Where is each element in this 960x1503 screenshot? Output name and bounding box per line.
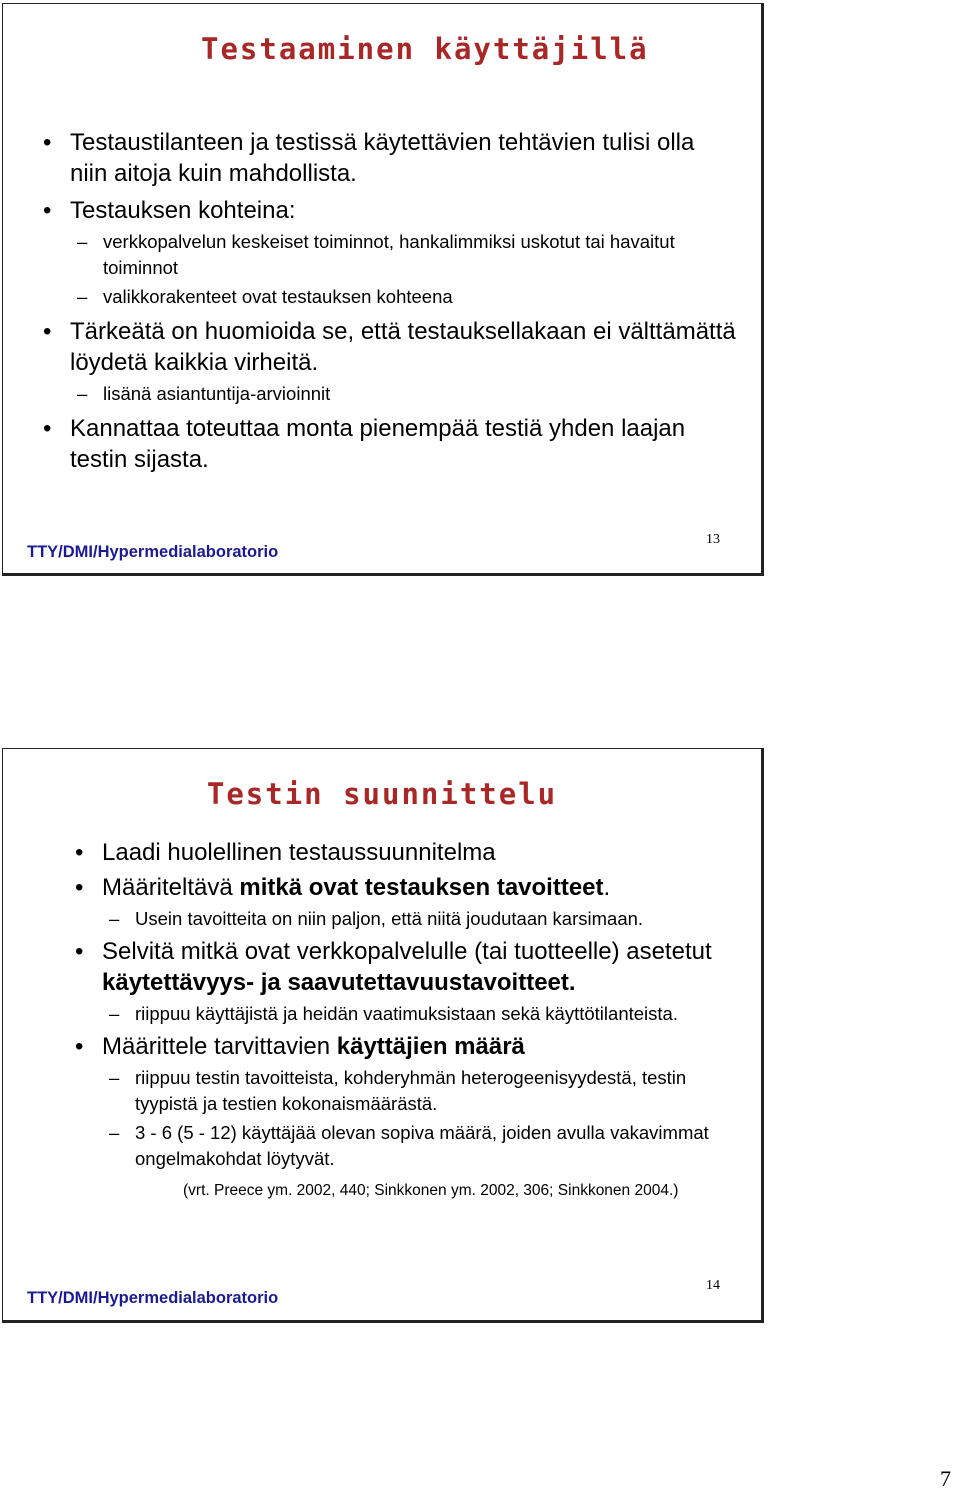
- sub-bullet-item: [3, 284, 761, 310]
- bullet-text: lisänä asiantuntija-arvioinnit: [103, 383, 331, 404]
- bullet-text: valikkorakenteet ovat testauksen kohteena: [103, 286, 453, 307]
- bullet-text-end: .: [603, 874, 611, 901]
- bullet-dot-icon: •: [43, 197, 52, 224]
- bullet-item: [3, 316, 761, 378]
- bullet-text: Testaustilanteen ja testissä käytettävien tehtävien tulisi olla niin aitoja kuin mahdollista.: [70, 129, 695, 187]
- dash-icon: –: [109, 1003, 120, 1024]
- bullet-text: Laadi huolellinen testaussuunnitelma: [102, 839, 496, 866]
- sub-bullet-item: [3, 1065, 761, 1117]
- bullet-text: Määrittele tarvittavien: [102, 1033, 337, 1060]
- bullet-dot-icon: •: [75, 874, 84, 901]
- bullet-text: riippuu testin tavoitteista, kohderyhmän heterogeenisyydestä, testin tyypistä ja testien kokonaismäärästä.: [135, 1067, 687, 1114]
- slide-14: [2, 748, 764, 1323]
- bullet-list: [3, 121, 761, 475]
- sub-bullet-item: [3, 1001, 761, 1027]
- bullet-text: 3 - 6 (5 - 12) käyttäjää olevan sopiva määrä, joiden avulla vakavimmat ongelmakohdat löytyvät.: [135, 1122, 709, 1169]
- bullet-text: Selvitä mitkä ovat verkkopalvelulle (tai tuotteelle) asetetut: [102, 938, 712, 965]
- slide-13: [2, 3, 764, 576]
- slide-number: 14: [706, 1278, 720, 1293]
- bullet-item: [3, 837, 761, 868]
- dash-icon: –: [109, 1122, 120, 1143]
- bullet-item: [3, 127, 761, 189]
- bullet-dot-icon: •: [75, 938, 84, 965]
- bullet-text: Tärkeätä on huomioida se, että testauksellakaan ei välttämättä löydetä kaikkia virheitä.: [70, 318, 736, 376]
- sub-bullet-item: [3, 1120, 761, 1172]
- bullet-dot-icon: •: [43, 318, 52, 345]
- slide-footer: TTY/DMI/Hypermedialaboratorio: [27, 1289, 279, 1307]
- slide-title: Testin suunnittelu: [206, 777, 558, 811]
- slide-title: Testaaminen käyttäjillä: [201, 32, 649, 66]
- bullet-dot-icon: •: [75, 839, 84, 866]
- sub-bullet-item: [3, 229, 761, 281]
- page-number: 7: [940, 1466, 951, 1491]
- slide-footer: TTY/DMI/Hypermedialaboratorio: [27, 543, 279, 561]
- bullet-item: [3, 413, 761, 475]
- bullet-text: Kannattaa toteuttaa monta pienempää testiä yhden laajan testin sijasta.: [70, 415, 686, 473]
- bullet-item: [3, 872, 761, 903]
- slide-number: 13: [706, 532, 720, 547]
- bullet-text: Usein tavoitteita on niin paljon, että niitä joudutaan karsimaan.: [135, 908, 644, 929]
- dash-icon: –: [77, 231, 88, 252]
- dash-icon: –: [77, 286, 88, 307]
- sub-bullet-item: [3, 906, 761, 932]
- bullet-emphasis: käytettävyys- ja saavutettavuustavoitteet.: [102, 969, 576, 996]
- bullet-emphasis: käyttäjien määrä: [336, 1033, 525, 1060]
- bullet-dot-icon: •: [75, 1033, 84, 1060]
- bullet-text: Määriteltävä: [102, 874, 240, 901]
- sub-bullet-item: [3, 381, 761, 407]
- bullet-text: Testauksen kohteina:: [70, 197, 296, 224]
- bullet-text: riippuu käyttäjistä ja heidän vaatimuksistaan sekä käyttötilanteista.: [135, 1003, 678, 1024]
- bullet-text: verkkopalvelun keskeiset toiminnot, hankalimmiksi uskotut tai havaitut toiminnot: [103, 231, 675, 278]
- dash-icon: –: [109, 908, 120, 929]
- bullet-dot-icon: •: [43, 129, 52, 156]
- dash-icon: –: [109, 1067, 120, 1088]
- bullet-emphasis: mitkä ovat testauksen tavoitteet: [239, 874, 604, 901]
- bullet-dot-icon: •: [43, 415, 52, 442]
- bullet-item: [3, 1031, 761, 1062]
- bullet-item: [3, 936, 761, 998]
- bullet-item: [3, 195, 761, 226]
- bullet-list: [3, 833, 761, 1202]
- citation: (vrt. Preece ym. 2002, 440; Sinkkonen ym. 2002, 306; Sinkkonen 2004.): [183, 1182, 679, 1199]
- dash-icon: –: [77, 383, 88, 404]
